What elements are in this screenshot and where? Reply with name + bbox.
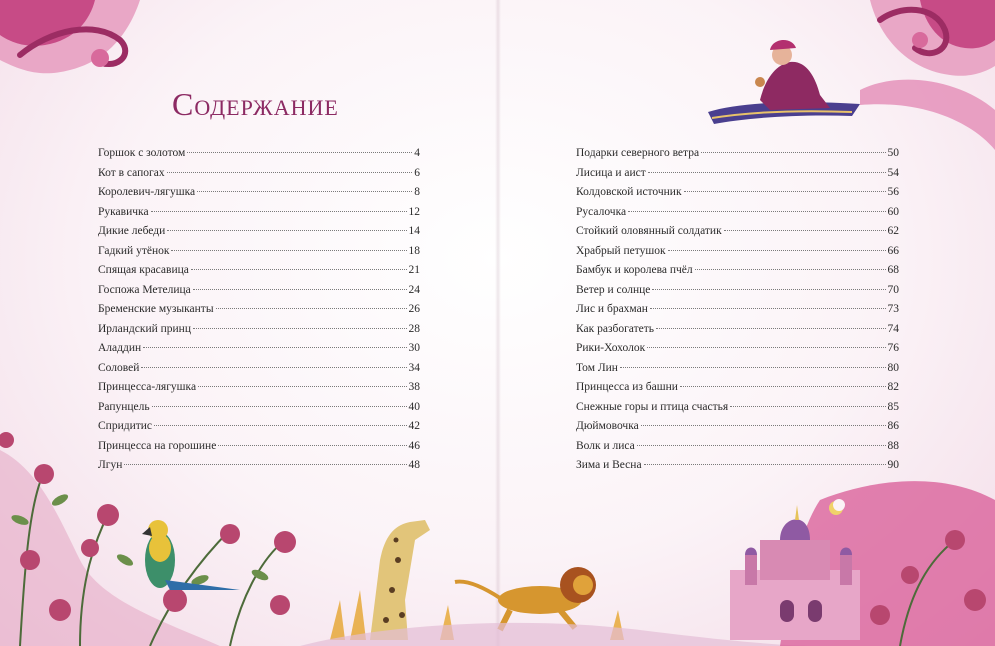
- toc-page-number: 80: [887, 361, 899, 374]
- toc-leader-dots: [141, 367, 406, 368]
- toc-entry: [98, 362, 420, 382]
- toc-leader-dots: [193, 289, 407, 290]
- toc-entry: [576, 167, 899, 187]
- flying-carpet-boy: [708, 40, 860, 124]
- toc-entry-title: Гадкий утёнок: [98, 244, 170, 257]
- toc-leader-dots: [124, 464, 406, 465]
- toc-entry-title: Кот в сапогах: [98, 166, 165, 179]
- toc-entry: [576, 186, 899, 206]
- toc-entry: [576, 459, 899, 479]
- toc-entry: [98, 323, 420, 343]
- toc-entry-title: Храбрый петушок: [576, 244, 666, 257]
- toc-page-number: 88: [887, 439, 899, 452]
- toc-entry-title: Рики-Хохолок: [576, 342, 646, 354]
- toc-entry: [576, 420, 899, 440]
- toc-entry: [98, 303, 420, 323]
- toc-entry: [576, 440, 899, 460]
- toc-leader-dots: [152, 406, 407, 407]
- toc-page-number: 54: [887, 166, 899, 179]
- toc-page-number: 18: [408, 244, 420, 257]
- toc-page-number: 60: [887, 205, 899, 218]
- toc-leader-dots: [684, 191, 886, 192]
- cheetah: [370, 520, 430, 640]
- toc-entry-title: Ветер и солнце: [576, 283, 651, 296]
- toc-entry-title: Русалочка: [576, 205, 627, 218]
- toc-column-right: [576, 147, 899, 479]
- toc-page-number: 40: [408, 400, 420, 413]
- toc-entry-title: Снежные горы и птица счастья: [576, 400, 729, 413]
- page-title: Содержание: [172, 86, 339, 122]
- toc-leader-dots: [171, 250, 406, 251]
- toc-entry-title: Спридитис: [98, 420, 153, 432]
- toc-entry: [576, 225, 899, 245]
- toc-entry-title: Как разбогатеть: [576, 322, 655, 335]
- toc-entry: [576, 362, 899, 382]
- toc-entry-title: Дикие лебеди: [98, 225, 166, 237]
- toc-leader-dots: [151, 211, 407, 212]
- toc-entry: [98, 420, 420, 440]
- toc-leader-dots: [218, 445, 406, 446]
- toc-leader-dots: [648, 172, 886, 173]
- toc-entry: [98, 284, 420, 304]
- toc-entry-title: Рапунцель: [98, 400, 150, 413]
- toc-entry: [576, 206, 899, 226]
- toc-page-number: 12: [408, 205, 420, 218]
- swirl-decoration-top-right: [860, 0, 995, 150]
- toc-entry-title: Соловей: [98, 361, 140, 374]
- toc-entry: [576, 323, 899, 343]
- toc-leader-dots: [620, 367, 886, 368]
- toc-entry: [98, 381, 420, 401]
- toc-leader-dots: [197, 191, 412, 192]
- toc-entry-title: Бременские музыканты: [98, 303, 214, 315]
- toc-entry: [98, 186, 420, 206]
- toc-page-number: 85: [887, 400, 899, 413]
- toc-entry: [576, 381, 899, 401]
- toc-page-number: 66: [887, 244, 899, 257]
- toc-leader-dots: [191, 269, 407, 270]
- toc-page-number: 14: [408, 225, 420, 237]
- toc-entry-title: Принцесса на горошине: [98, 439, 217, 452]
- toc-page-number: 74: [887, 322, 899, 335]
- toc-entry: [98, 225, 420, 245]
- toc-leader-dots: [695, 269, 886, 270]
- toc-entry-title: Принцесса из башни: [576, 381, 678, 393]
- toc-leader-dots: [216, 308, 407, 309]
- toc-leader-dots: [701, 152, 885, 153]
- toc-page-number: 8: [414, 186, 420, 198]
- toc-entry-title: Принцесса-лягушка: [98, 381, 197, 393]
- toc-page-number: 50: [887, 147, 899, 159]
- toc-leader-dots: [187, 152, 412, 153]
- toc-entry-title: Том Лин: [576, 361, 618, 374]
- toc-page-number: 76: [887, 342, 899, 354]
- toc-page-number: 70: [887, 283, 899, 296]
- toc-entry: [576, 342, 899, 362]
- toc-entry: [98, 342, 420, 362]
- toc-entry: [98, 440, 420, 460]
- toc-entry-title: Аладдин: [98, 342, 142, 354]
- toc-entry-title: Госпожа Метелица: [98, 283, 191, 296]
- toc-page-number: 86: [887, 420, 899, 432]
- toc-entry-title: Подарки северного ветра: [576, 147, 700, 159]
- toc-entry: [98, 167, 420, 187]
- toc-entry-title: Спящая красавица: [98, 264, 189, 276]
- toc-page-number: 82: [887, 381, 899, 393]
- toc-page-number: 68: [887, 264, 899, 276]
- toc-leader-dots: [656, 328, 885, 329]
- toc-entry-title: Стойкий оловянный солдатик: [576, 225, 722, 237]
- toc-leader-dots: [668, 250, 886, 251]
- toc-leader-dots: [680, 386, 886, 387]
- toc-leader-dots: [167, 172, 413, 173]
- toc-entry-title: Лисица и аист: [576, 166, 646, 179]
- toc-entry: [576, 245, 899, 265]
- toc-entry-title: Горшок с золотом: [98, 147, 186, 159]
- toc-leader-dots: [641, 425, 886, 426]
- toc-entry: [98, 264, 420, 284]
- swirl-decoration-top-left: [0, 0, 140, 73]
- toc-leader-dots: [730, 406, 885, 407]
- toc-leader-dots: [644, 464, 886, 465]
- toc-entry: [576, 303, 899, 323]
- toc-page-number: 21: [408, 264, 420, 276]
- toc-page-number: 4: [414, 147, 420, 159]
- toc-entry-title: Колдовской источник: [576, 186, 682, 198]
- toc-page-number: 38: [408, 381, 420, 393]
- toc-page-number: 30: [408, 342, 420, 354]
- toc-entry-title: Лис и брахман: [576, 303, 648, 315]
- palace: [730, 481, 995, 646]
- toc-entry: [98, 206, 420, 226]
- toc-page-number: 46: [408, 439, 420, 452]
- toc-entry: [576, 284, 899, 304]
- toc-page-number: 24: [408, 283, 420, 296]
- toc-leader-dots: [628, 211, 885, 212]
- toc-entry: [98, 147, 420, 167]
- toc-entry: [98, 245, 420, 265]
- toc-leader-dots: [167, 230, 406, 231]
- toc-entry: [98, 459, 420, 479]
- toc-entry-title: Королевич-лягушка: [98, 186, 196, 198]
- toc-leader-dots: [652, 289, 885, 290]
- toc-column-left: [98, 147, 420, 479]
- toc-page-number: 90: [887, 459, 899, 471]
- toc-page-number: 6: [414, 166, 420, 179]
- toc-page-number: 73: [887, 303, 899, 315]
- toc-page-number: 42: [408, 420, 420, 432]
- toc-leader-dots: [154, 425, 406, 426]
- toc-entry-title: Ирландский принц: [98, 322, 191, 335]
- toc-entry-title: Бамбук и королева пчёл: [576, 264, 693, 276]
- toc-page-number: 62: [887, 225, 899, 237]
- toc-entry-title: Дюймовочка: [576, 420, 639, 432]
- toc-leader-dots: [193, 328, 407, 329]
- toc-entry: [576, 147, 899, 167]
- toc-leader-dots: [143, 347, 406, 348]
- lion: [455, 567, 596, 630]
- toc-page-number: 56: [887, 186, 899, 198]
- toc-entry-title: Зима и Весна: [576, 459, 642, 471]
- toc-leader-dots: [637, 445, 886, 446]
- toc-leader-dots: [724, 230, 886, 231]
- toc-page-number: 34: [408, 361, 420, 374]
- toc-entry-title: Рукавичка: [98, 205, 149, 218]
- toc-page-number: 28: [408, 322, 420, 335]
- toc-entry-title: Волк и лиса: [576, 439, 635, 452]
- toc-leader-dots: [647, 347, 885, 348]
- toc-leader-dots: [650, 308, 886, 309]
- toc-entry: [576, 401, 899, 421]
- toc-page-number: 26: [408, 303, 420, 315]
- toc-entry-title: Лгун: [98, 459, 123, 471]
- toc-entry: [576, 264, 899, 284]
- toc-page-number: 48: [408, 459, 420, 471]
- toc-leader-dots: [198, 386, 406, 387]
- toc-entry: [98, 401, 420, 421]
